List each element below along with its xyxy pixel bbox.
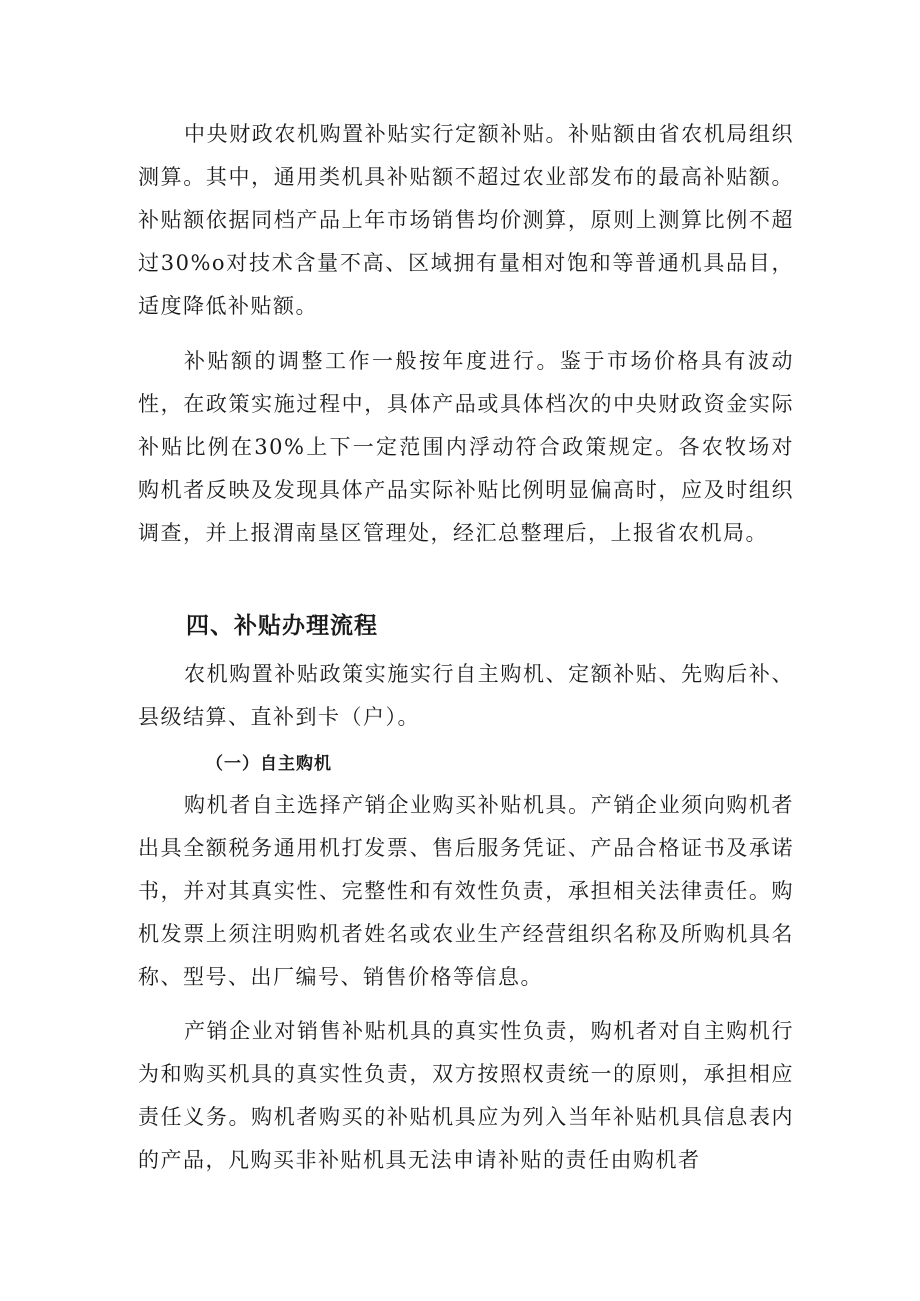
paragraph-self-purchase: 购机者自主选择产销企业购买补贴机具。产销企业须向购机者出具全额税务通用机打发票、售后服务凭证、产品合格证书及承诺书，并对其真实性、完整性和有效性负责，承担相关法律责任。购机发票上须注明购机者姓名或农业生产经营组织名称及所购机具名称、型号、出厂编号、销售价格等信息。 [138,793,794,989]
paragraph-section-intro: 农机购置补贴政策实施实行自主购机、定额补贴、先购后补、县级结算、直补到卡（户）。 [138,662,794,729]
paragraph-subsidy-adjustment: 补贴额的调整工作一般按年度进行。鉴于市场价格具有波动性，在政策实施过程中，具体产品或具体档次的中央财政资金实际补贴比例在30%上下一定范围内浮动符合政策规定。各农牧场对购机者反映及发现具体产品实际补贴比例明显偏高时，应及时组织调查，并上报渭南垦区管理处，经汇总整理后，上报省农机局。 [138,349,794,545]
paragraph-responsibility: 产销企业对销售补贴机具的真实性负责，购机者对自主购机行为和购买机具的真实性负责，双方按照权责统一的原则，承担相应责任义务。购机者购买的补贴机具应为列入当年补贴机具信息表内的产品，凡购买非补贴机具无法申请补贴的责任由购机者 [138,1019,794,1172]
section-heading: 四、补贴办理流程 [186,613,378,639]
subsection-heading: （一）自主购机 [206,754,332,774]
paragraph-fixed-subsidy: 中央财政农机购置补贴实行定额补贴。补贴额由省农机局组织测算。其中，通用类机具补贴额不超过农业部发布的最高补贴额。补贴额依据同档产品上年市场销售均价测算，原则上测算比例不超过30%o对技术含量不高、区域拥有量相对饱和等普通机具品目，适度降低补贴额。 [138,122,794,318]
